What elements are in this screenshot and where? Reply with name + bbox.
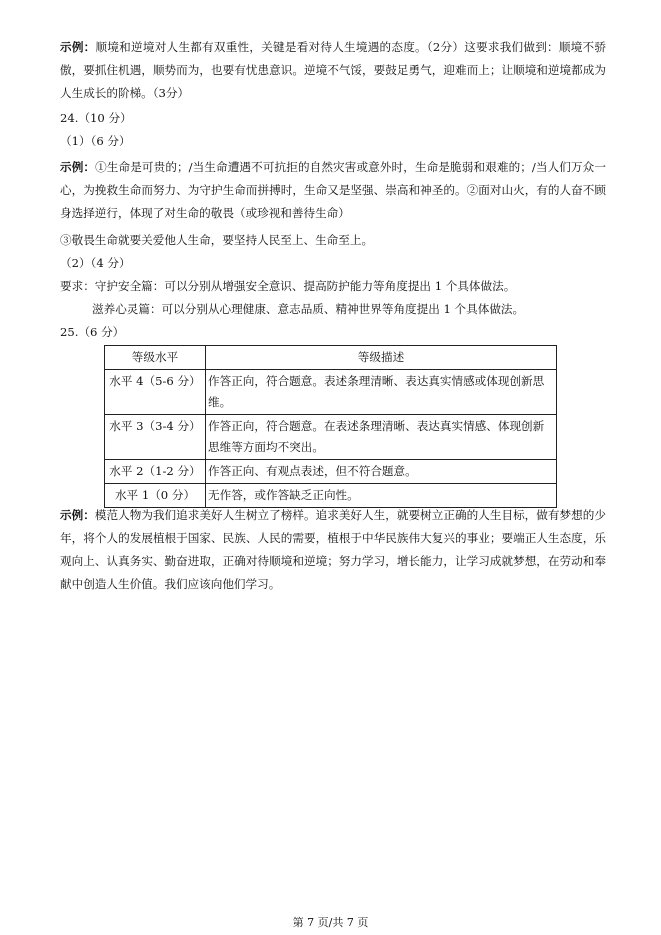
answer-example-25 bbox=[60, 504, 606, 596]
table-header-row bbox=[105, 346, 557, 370]
table-cell-level: 水平 4（5-6 分） bbox=[105, 370, 206, 415]
table-row bbox=[105, 460, 557, 484]
table-row bbox=[105, 370, 557, 415]
answer-example-24 bbox=[60, 156, 606, 225]
question-24-part2-title: （2）（4 分） bbox=[60, 256, 131, 270]
example-text: 模范人物为我们追求美好人生树立了榜样。追求美好人生，就要树立正确的人生目标，做有梦想的少年，将个人的发展植根于国家、民族、人民的需要，植根于中华民族伟大复兴的事业；要端正人生态度，乐观向上、认真务实、勤奋进取，正确对待顺境和逆境；努力学习，增长能力，让学习成就梦想，在劳动和奉献中创造人生价值。我们应该向他们学习。 bbox=[60, 508, 606, 591]
question-25-title: 25.（6 分） bbox=[60, 325, 125, 339]
grading-table bbox=[104, 345, 557, 508]
table-cell-description: 作答正向、有观点表述，但不符合题意。 bbox=[206, 460, 557, 484]
table-row bbox=[105, 415, 557, 460]
answer-point-3: ③敬畏生命就要关爱他人生命，要坚持人民至上、生命至上。 bbox=[60, 233, 374, 247]
table-cell-level: 水平 1（0 分） bbox=[105, 484, 206, 508]
table-cell-level: 水平 2（1-2 分） bbox=[105, 460, 206, 484]
requirement-mind: 滋养心灵篇：可以分别从心理健康、意志品质、精神世界等角度提出 1 个具体做法。 bbox=[92, 302, 525, 316]
table-cell-description: 作答正向，符合题意。在表述条理清晰、表达真实情感、体现创新思维等方面均不突出。 bbox=[206, 415, 557, 460]
table-cell-description: 作答正向，符合题意。表述条理清晰、表达真实情感或体现创新思维。 bbox=[206, 370, 557, 415]
answer-example-23 bbox=[60, 36, 606, 105]
requirement-safety: 要求：守护安全篇：可以分别从增强安全意识、提高防护能力等角度提出 1 个具体做法。 bbox=[60, 279, 516, 293]
example-label: 示例： bbox=[60, 508, 95, 522]
page-number: 第 7 页/共 7 页 bbox=[292, 916, 369, 929]
table-header-level: 等级水平 bbox=[105, 346, 206, 370]
question-24-title: 24.（10 分） bbox=[60, 111, 132, 125]
example-label: 示例： bbox=[60, 160, 96, 174]
table-header-description: 等级描述 bbox=[206, 346, 557, 370]
example-label: 示例： bbox=[60, 40, 96, 54]
table-cell-description: 无作答，或作答缺乏正向性。 bbox=[206, 484, 557, 508]
example-text: ①生命是可贵的；/当生命遭遇不可抗拒的自然灾害或意外时，生命是脆弱和艰难的；/当人们万众一心，为挽救生命而努力、为守护生命而拼搏时，生命又是坚强、崇高和神圣的。②面对山火，有的人奋不顾身选择逆行，体现了对生命的敬畏（或珍视和善待生命） bbox=[60, 160, 606, 220]
example-text: 顺境和逆境对人生都有双重性，关键是看对待人生境遇的态度。（2分）这要求我们做到：顺境不骄傲，要抓住机遇，顺势而为，也要有忧患意识。逆境不气馁，要鼓足勇气，迎难而上；让顺境和逆境都成为人生成长的阶梯。（3分） bbox=[60, 40, 606, 100]
question-24-part1-title: （1）（6 分） bbox=[60, 134, 131, 148]
table-cell-level: 水平 3（3-4 分） bbox=[105, 415, 206, 460]
